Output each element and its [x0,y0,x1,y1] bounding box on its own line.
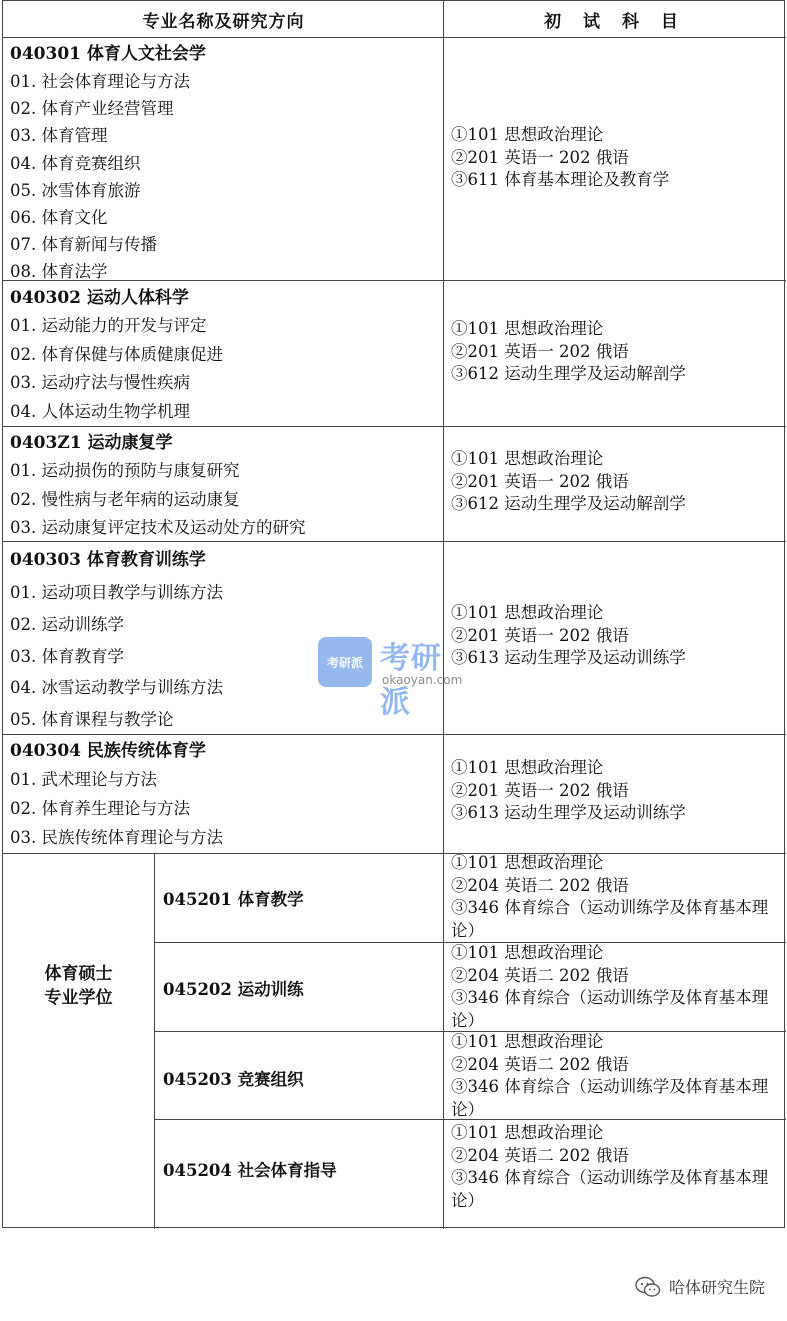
subjects-045202 [451,942,785,1032]
subjects-045203 [451,1031,785,1121]
wechat-icon [635,1276,661,1298]
subject-item: ③613 运动生理学及运动训练学 [451,803,686,822]
subject-item: ②204 英语二 202 俄语 [451,875,629,895]
major-title: 040303 体育教育训练学 [10,550,206,570]
subject-item: ②204 英语二 202 俄语 [451,965,629,985]
direction-item: 03. 体育管理 [10,126,108,146]
subjects-040302 [451,318,686,386]
subject-item: ②201 英语一 202 俄语 [451,341,629,361]
watermark-brand: 考研派 [380,641,442,720]
column-header-subjects: 初 试 科 目 [544,11,686,32]
subject-item: ②201 英语一 202 俄语 [451,625,629,645]
direction-item: 03. 民族传统体育理论与方法 [10,828,223,847]
subject-item: ②204 英语二 202 俄语 [451,1054,629,1074]
professional-major-045201: 045201 体育教学 [163,890,304,909]
row-divider [3,37,786,38]
watermark-url: okaoyan.com [382,673,463,687]
direction-item: 01. 运动损伤的预防与康复研究 [10,461,240,480]
professional-major-045204: 045204 社会体育指导 [163,1161,337,1180]
direction-item: 02. 体育养生理论与方法 [10,799,190,818]
subject-item: ②201 英语一 202 俄语 [451,147,629,167]
direction-item: 05. 冰雪体育旅游 [10,180,141,200]
subject-item: ③346 体育综合（运动训练学及体育基本理论） [451,988,769,1030]
subject-item: ①101 思想政治理论 [451,125,604,144]
column-divider [443,1,444,1229]
row-divider [3,426,786,427]
admission-table [2,0,785,1228]
subjects-040301 [451,124,669,192]
subjects-040303 [451,602,686,670]
degree-label-line: 体育硕士 [44,964,113,984]
subject-item: ①101 思想政治理论 [451,1032,604,1051]
subject-item: ③346 体育综合（运动训练学及体育基本理论） [451,1168,769,1210]
subjects-045204 [451,1122,785,1212]
subjects-0403Z1 [451,448,686,516]
major-title: 0403Z1 运动康复学 [10,433,173,453]
column-header-major: 专业名称及研究方向 [142,11,305,32]
subject-item: ②204 英语二 202 俄语 [451,1145,629,1165]
direction-item: 02. 体育保健与体质健康促进 [10,344,223,364]
column-divider-professional [154,853,155,1229]
direction-item: 01. 运动能力的开发与评定 [10,316,207,335]
direction-item: 08. 体育法学 [10,262,108,282]
professional-degree-label [3,962,154,1010]
direction-item: 07. 体育新闻与传播 [10,235,157,255]
major-title: 040302 运动人体科学 [10,288,189,308]
subject-item: ①101 思想政治理论 [451,853,604,872]
account-name: 哈体研究生院 [668,1278,765,1297]
subject-item: ③346 体育综合（运动训练学及体育基本理论） [451,898,769,940]
direction-item: 01. 运动项目教学与训练方法 [10,583,223,602]
footer-account [635,1275,765,1298]
direction-item: 04. 人体运动生物学机理 [10,401,190,421]
direction-item: 02. 体育产业经营管理 [10,99,174,119]
subject-item: ①101 思想政治理论 [451,319,604,338]
degree-label-line: 专业学位 [44,988,113,1008]
direction-item: 01. 武术理论与方法 [10,770,157,789]
direction-item: 03. 体育教育学 [10,646,124,666]
subject-item: ①101 思想政治理论 [451,603,604,622]
subjects-045201 [451,852,785,942]
major-cell-0403Z1 [10,430,440,543]
direction-item: 03. 运动康复评定技术及运动处方的研究 [10,518,306,537]
major-cell-040301 [10,41,440,286]
subject-item: ③346 体育综合（运动训练学及体育基本理论） [451,1077,769,1119]
direction-item: 02. 慢性病与老年病的运动康复 [10,489,240,509]
subject-item: ①101 思想政治理论 [451,449,604,468]
subjects-040304 [451,757,686,825]
direction-item: 01. 社会体育理论与方法 [10,72,190,91]
direction-item: 03. 运动疗法与慢性疾病 [10,373,190,392]
subject-item: ②201 英语一 202 俄语 [451,780,629,800]
direction-item: 04. 体育竞赛组织 [10,153,141,173]
direction-item: 04. 冰雪运动教学与训练方法 [10,678,223,698]
major-title: 040301 体育人文社会学 [10,44,206,64]
major-title: 040304 民族传统体育学 [10,741,206,761]
professional-major-045203: 045203 竞赛组织 [163,1070,304,1089]
subject-item: ③612 运动生理学及运动解剖学 [451,364,686,383]
subject-item: ①101 思想政治理论 [451,1123,604,1142]
professional-major-045202: 045202 运动训练 [163,980,304,999]
subject-item: ①101 思想政治理论 [451,758,604,777]
major-cell-040304 [10,738,440,852]
subject-item: ②201 英语一 202 俄语 [451,471,629,491]
major-cell-040302 [10,285,440,426]
subject-item: ③611 体育基本理论及教育学 [451,170,670,189]
subject-item: ③612 运动生理学及运动解剖学 [451,494,686,513]
direction-item: 05. 体育课程与教学论 [10,710,174,730]
direction-item: 02. 运动训练学 [10,614,124,634]
watermark [318,633,470,720]
subject-item: ③613 运动生理学及运动训练学 [451,648,686,667]
watermark-logo: 考研派 [318,637,372,687]
subject-item: ①101 思想政治理论 [451,943,604,962]
direction-item: 06. 体育文化 [10,208,108,228]
